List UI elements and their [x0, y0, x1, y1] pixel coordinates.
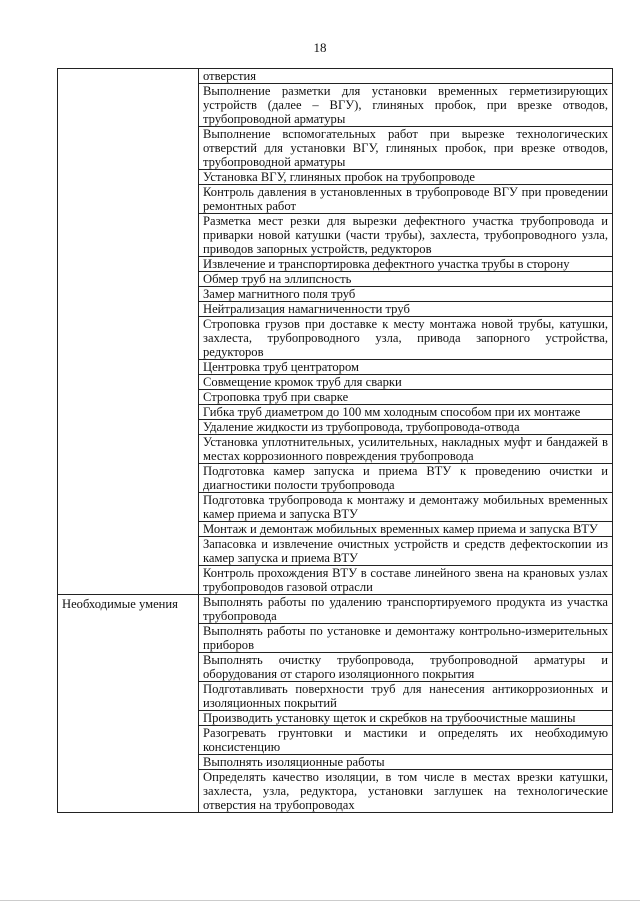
table-cell: Разметка мест резки для вырезки дефектного участка трубопровода и приварки новой катушки (части трубы), захлеста, трубопроводного узла, приводов запорных устройств, редукторов	[199, 214, 613, 257]
table-cell: Выполнять работы по установке и демонтажу контрольно-измерительных приборов	[199, 624, 613, 653]
table-cell: Производить установку щеток и скребков на трубоочистные машины	[199, 711, 613, 726]
table-cell: Подготовка трубопровода к монтажу и демонтажу мобильных временных камер приема и запуска ВТУ	[199, 493, 613, 522]
table-cell: Подготовка камер запуска и приема ВТУ к проведению очистки и диагностики полости трубопровода	[199, 464, 613, 493]
table-cell: Выполнение разметки для установки временных герметизирующих устройств (далее – ВГУ), глиняных пробок, при врезке отводов, трубопроводной арматуры	[199, 84, 613, 127]
table-cell: Строповка грузов при доставке к месту монтажа новой трубы, катушки, захлеста, трубопроводного узла, привода запорного устройства, редукторов	[199, 317, 613, 360]
table-cell: Контроль прохождения ВТУ в составе линейного звена на крановых узлах трубопроводов газовой отрасли	[199, 566, 613, 595]
table-cell: Установка уплотнительных, усилительных, накладных муфт и бандажей в местах коррозионного повреждения трубопровода	[199, 435, 613, 464]
section-label	[58, 69, 199, 595]
table-row	[58, 595, 613, 624]
table-row	[58, 69, 613, 84]
table-cell: Обмер труб на эллипсность	[199, 272, 613, 287]
table-cell: отверстия	[199, 69, 613, 84]
table-cell: Определять качество изоляции, в том числе в местах врезки катушки, захлеста, узла, редуктора, установки заглушек на технологические отверстия на трубопроводах	[199, 770, 613, 813]
section-label: Необходимые умения	[58, 595, 199, 813]
table-cell: Удаление жидкости из трубопровода, трубопровода-отвода	[199, 420, 613, 435]
table-cell: Совмещение кромок труб для сварки	[199, 375, 613, 390]
table-cell: Выполнение вспомогательных работ при вырезке технологических отверстий для установки ВГУ, глиняных пробок, при врезке отводов, трубопроводной арматуры	[199, 127, 613, 170]
table-cell: Подготавливать поверхности труб для нанесения антикоррозионных и изоляционных покрытий	[199, 682, 613, 711]
table-cell: Установка ВГУ, глиняных пробок на трубопроводе	[199, 170, 613, 185]
requirements-table	[57, 68, 613, 813]
table-cell: Разогревать грунтовки и мастики и определять их необходимую консистенцию	[199, 726, 613, 755]
table-cell: Нейтрализация намагниченности труб	[199, 302, 613, 317]
table-cell: Выполнять работы по удалению транспортируемого продукта из участка трубопровода	[199, 595, 613, 624]
table-cell: Выполнять изоляционные работы	[199, 755, 613, 770]
table-cell: Центровка труб центратором	[199, 360, 613, 375]
table-cell: Монтаж и демонтаж мобильных временных камер приема и запуска ВТУ	[199, 522, 613, 537]
scan-edge-line	[0, 900, 640, 901]
table-cell: Извлечение и транспортировка дефектного участка трубы в сторону	[199, 257, 613, 272]
table-cell: Контроль давления в установленных в трубопроводе ВГУ при проведении ремонтных работ	[199, 185, 613, 214]
page-number: 18	[313, 40, 327, 55]
table-cell: Строповка труб при сварке	[199, 390, 613, 405]
table-cell: Выполнять очистку трубопровода, трубопроводной арматуры и оборудования от старого изоляционного покрытия	[199, 653, 613, 682]
table-cell: Замер магнитного поля труб	[199, 287, 613, 302]
table-cell: Запасовка и извлечение очистных устройств и средств дефектоскопии из камер запуска и приема ВТУ	[199, 537, 613, 566]
table-cell: Гибка труб диаметром до 100 мм холодным способом при их монтаже	[199, 405, 613, 420]
table-body	[58, 69, 613, 813]
